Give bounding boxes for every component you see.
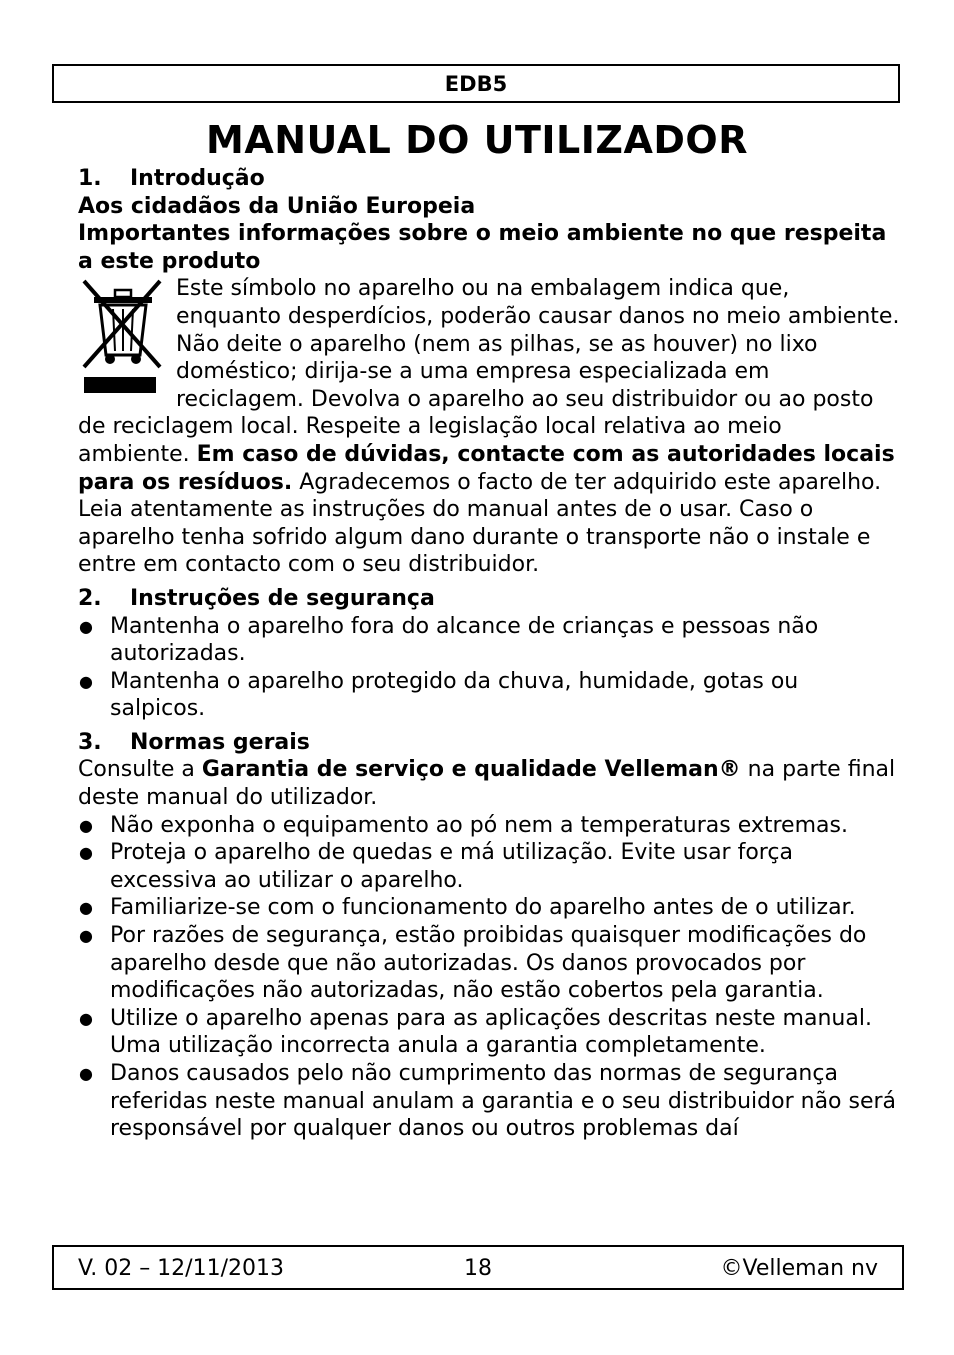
- list-item: [78, 1060, 900, 1143]
- weee-crossed-bin-icon: [78, 277, 168, 401]
- list-item-text: Danos causados pelo não cumprimento das normas de segurança referidas neste manual anulam a garantia e o seu distribuidor não será responsável por qualquer danos ou outros problemas daí: [110, 1061, 897, 1142]
- section-1-text-bold: Em caso de dúvidas, contacte com as autoridades locais para os resíduos.: [78, 441, 895, 495]
- bullet-icon: ●: [79, 671, 93, 691]
- bullet-icon: ●: [79, 843, 93, 863]
- bullet-icon: ●: [79, 898, 93, 918]
- bullet-icon: ●: [79, 616, 93, 636]
- section-2-title: Instruções de segurança: [130, 585, 435, 611]
- list-item-text: Não exponha o equipamento ao pó nem a temperaturas extremas.: [110, 812, 848, 838]
- list-item-text: Mantenha o aparelho fora do alcance de crianças e pessoas não autorizadas.: [110, 613, 819, 667]
- section-1-heading: [78, 165, 900, 193]
- section-1-number: 1.: [78, 166, 102, 191]
- section-1-text-b: Agradecemos o facto de ter adquirido este aparelho. Leia atentamente as instruções do manual antes de o usar. Caso o aparelho tenha sofrido algum dano durante o transporte não o instale e entre em contacto com o seu distribuidor.: [78, 469, 882, 578]
- section-3-intro-b: na parte final deste manual do utilizador.: [78, 757, 896, 811]
- section-1-subheading-env: Importantes informações sobre o meio ambiente no que respeita a este produto: [78, 221, 887, 274]
- header-model-box: [52, 64, 900, 103]
- footer-version: V. 02 – 12/11/2013: [78, 1256, 284, 1281]
- section-1-body: [78, 275, 900, 579]
- section-3-intro-a: Consulte a: [78, 757, 202, 783]
- footer-page-number: 18: [464, 1256, 492, 1281]
- list-item: [78, 812, 900, 840]
- section-2-heading: [78, 585, 900, 613]
- section-2-number: 2.: [78, 585, 102, 611]
- page-footer: [52, 1245, 904, 1290]
- bullet-icon: ●: [79, 815, 93, 835]
- content: [78, 165, 900, 1143]
- model-name: EDB5: [444, 72, 508, 96]
- section-3-title: Normas gerais: [130, 729, 310, 755]
- list-item-text: Por razões de segurança, estão proibidas quaisquer modificações do aparelho desde que não autorizadas. Os danos provocados por modificações não autorizadas, não estão cobertos pela garantia.: [110, 923, 867, 1004]
- section-1-paragraph: [78, 275, 900, 579]
- list-item-text: Familiarize-se com o funcionamento do aparelho antes de o utilizar.: [110, 895, 856, 921]
- section-3-heading: [78, 729, 900, 757]
- bullet-icon: ●: [79, 1064, 93, 1083]
- list-item-text: Mantenha o aparelho protegido da chuva, humidade, gotas ou salpicos.: [110, 668, 799, 722]
- section-1-text-a: Este símbolo no aparelho ou na embalagem indica que, enquanto desperdícios, poderão causar danos no meio ambiente. Não deite o aparelho (nem as pilhas, se as houver) no lixo doméstico; dirija-se a uma empresa especializada em reciclagem. Devolva o aparelho ao seu distribuidor ou ao posto de reciclagem local. Respeite a legislação local relativa ao meio ambiente.: [78, 276, 900, 467]
- page-title: MANUAL DO UTILIZADOR: [206, 118, 748, 162]
- section-3-intro-bold: Garantia de serviço e qualidade Velleman®: [201, 757, 741, 783]
- section-2-list: [78, 613, 900, 723]
- section-3-number: 3.: [78, 729, 102, 755]
- list-item: [78, 1005, 900, 1060]
- list-item-text: Utilize o aparelho apenas para as aplicações descritas neste manual. Uma utilização incorrecta anula a garantia completamente.: [110, 1005, 872, 1059]
- list-item: [78, 613, 900, 668]
- list-item-text: Proteja o aparelho de quedas e má utilização. Evite usar força excessiva ao utilizar o aparelho.: [110, 840, 793, 893]
- bullet-icon: ●: [79, 926, 93, 946]
- footer-copyright: ©Velleman nv: [720, 1256, 878, 1281]
- list-item: [78, 922, 900, 1005]
- list-item: [78, 839, 900, 894]
- bullet-icon: ●: [79, 1008, 93, 1028]
- section-3-list: [78, 812, 900, 1143]
- section-1-subheading-eu: Aos cidadãos da União Europeia: [78, 193, 476, 219]
- section-3-intro: [78, 756, 900, 811]
- section-1-title: Introdução: [130, 166, 265, 191]
- list-item: [78, 668, 900, 723]
- list-item: [78, 894, 900, 922]
